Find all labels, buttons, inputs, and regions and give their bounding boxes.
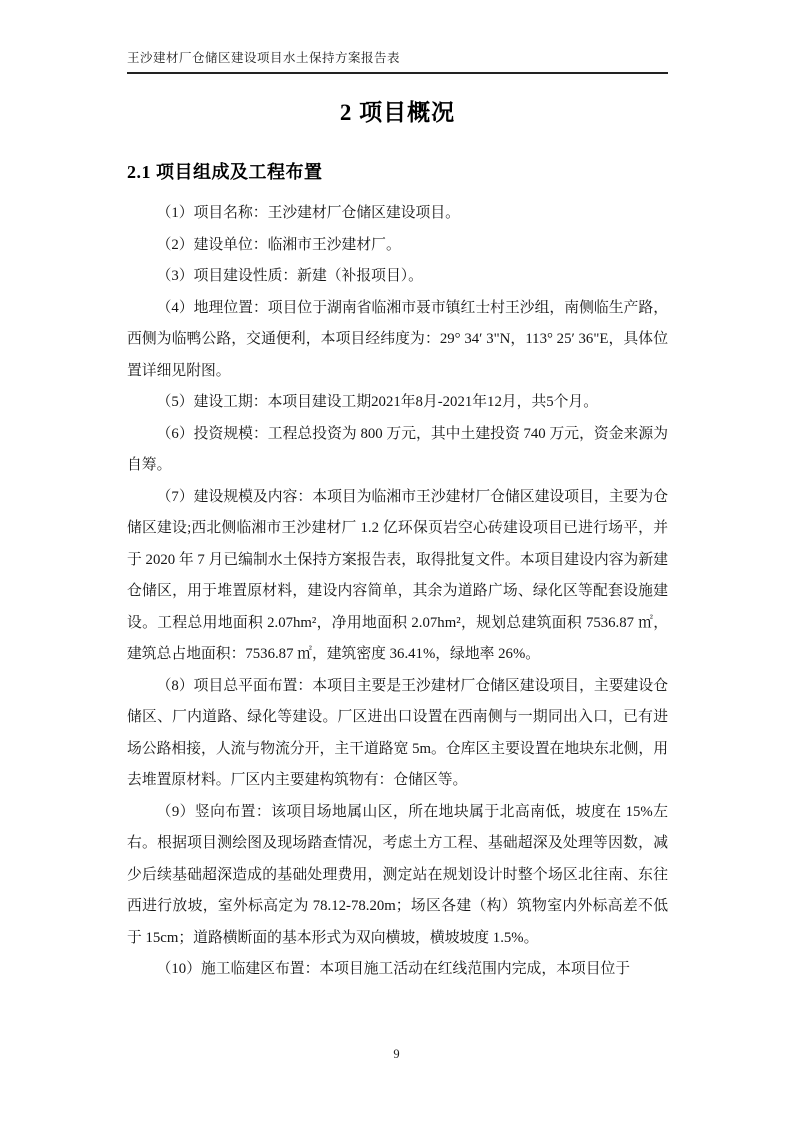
paragraph-location: （4）地理位置：项目位于湖南省临湘市聂市镇红士村王沙组，南侧临生产路，西侧为临鸭公路，交通便利，本项目经纬度为：29° 34′ 3"N，113° 25′ 36"E，具体位置详细见附图。 [127, 299, 668, 379]
paragraph-project-name: （1）项目名称：王沙建材厂仓储区建设项目。 [156, 205, 460, 221]
paragraph-scale-content: （7）建设规模及内容：本项目为临湘市王沙建材厂仓储区建设项目，主要为仓储区建设;西北侧临湘市王沙建材厂 1.2 亿环保页岩空心砖建设项目已进行场平，并于 2020 年 7 月已编制水土保持方案报告表，取得批复文件。本项目建设内容为新建仓储区，用于堆置原材料，建设内容简单，其余为道路广场、绿化区等配套设施建设。工程总用地面积 2.07hm²，净用地面积 2.07hm²，规划总建筑面积 7536.87 ㎡， 建筑总占地面积：7536.87 ㎡，建筑密度 36.41%，绿地率 26%。 [127, 488, 668, 662]
running-header [127, 50, 668, 74]
paragraph-site-layout: （8）项目总平面布置：本项目主要是王沙建材厂仓储区建设项目，主要建设仓储区、厂内道路、绿化等建设。厂区进出口设置在西南侧与一期同出入口，已有进场公路相接，人流与物流分开，主干道路宽 5m。仓库区主要设置在地块东北侧，用去堆置原材料。厂区内主要建构筑物有：仓储区等。 [127, 677, 668, 788]
page-number: 9 [393, 1047, 400, 1061]
document-body [127, 198, 668, 986]
paragraph-vertical-layout: （9）竖向布置：该项目场地属山区，所在地块属于北高南低，坡度在 15%左右。根据项目测绘图及现场踏查情况，考虑土方工程、基础超深及处理等因数，减少后续基础超深造成的基础处理费用，测定站在规划设计时整个场区北往南、东往西进行放坡，室外标高定为 78.12-78.20m；场区各建（构）筑物室内外标高差不低于 15cm；道路横断面的基本形式为双向横坡，横坡坡度 1.5%。 [127, 803, 668, 946]
paragraph-schedule: （5）建设工期：本项目建设工期2021年8月-2021年12月，共5个月。 [156, 394, 599, 410]
paragraph-investment: （6）投资规模：工程总投资为 800 万元，其中土建投资 740 万元，资金来源为自筹。 [127, 425, 668, 473]
running-header-text: 王沙建材厂仓储区建设项目水土保持方案报告表 [127, 51, 401, 65]
paragraph-construction-unit: （2）建设单位：临湘市王沙建材厂。 [156, 236, 401, 253]
paragraph-project-nature: （3）项目建设性质：新建（补报项目）。 [156, 268, 423, 284]
section-title: 2.1 项目组成及工程布置 [127, 162, 323, 182]
chapter-title: 2 项目概况 [339, 100, 456, 125]
paragraph-temp-construction: （10）施工临建区布置：本项目施工活动在红线范围内完成，本项目位于 [156, 961, 631, 977]
